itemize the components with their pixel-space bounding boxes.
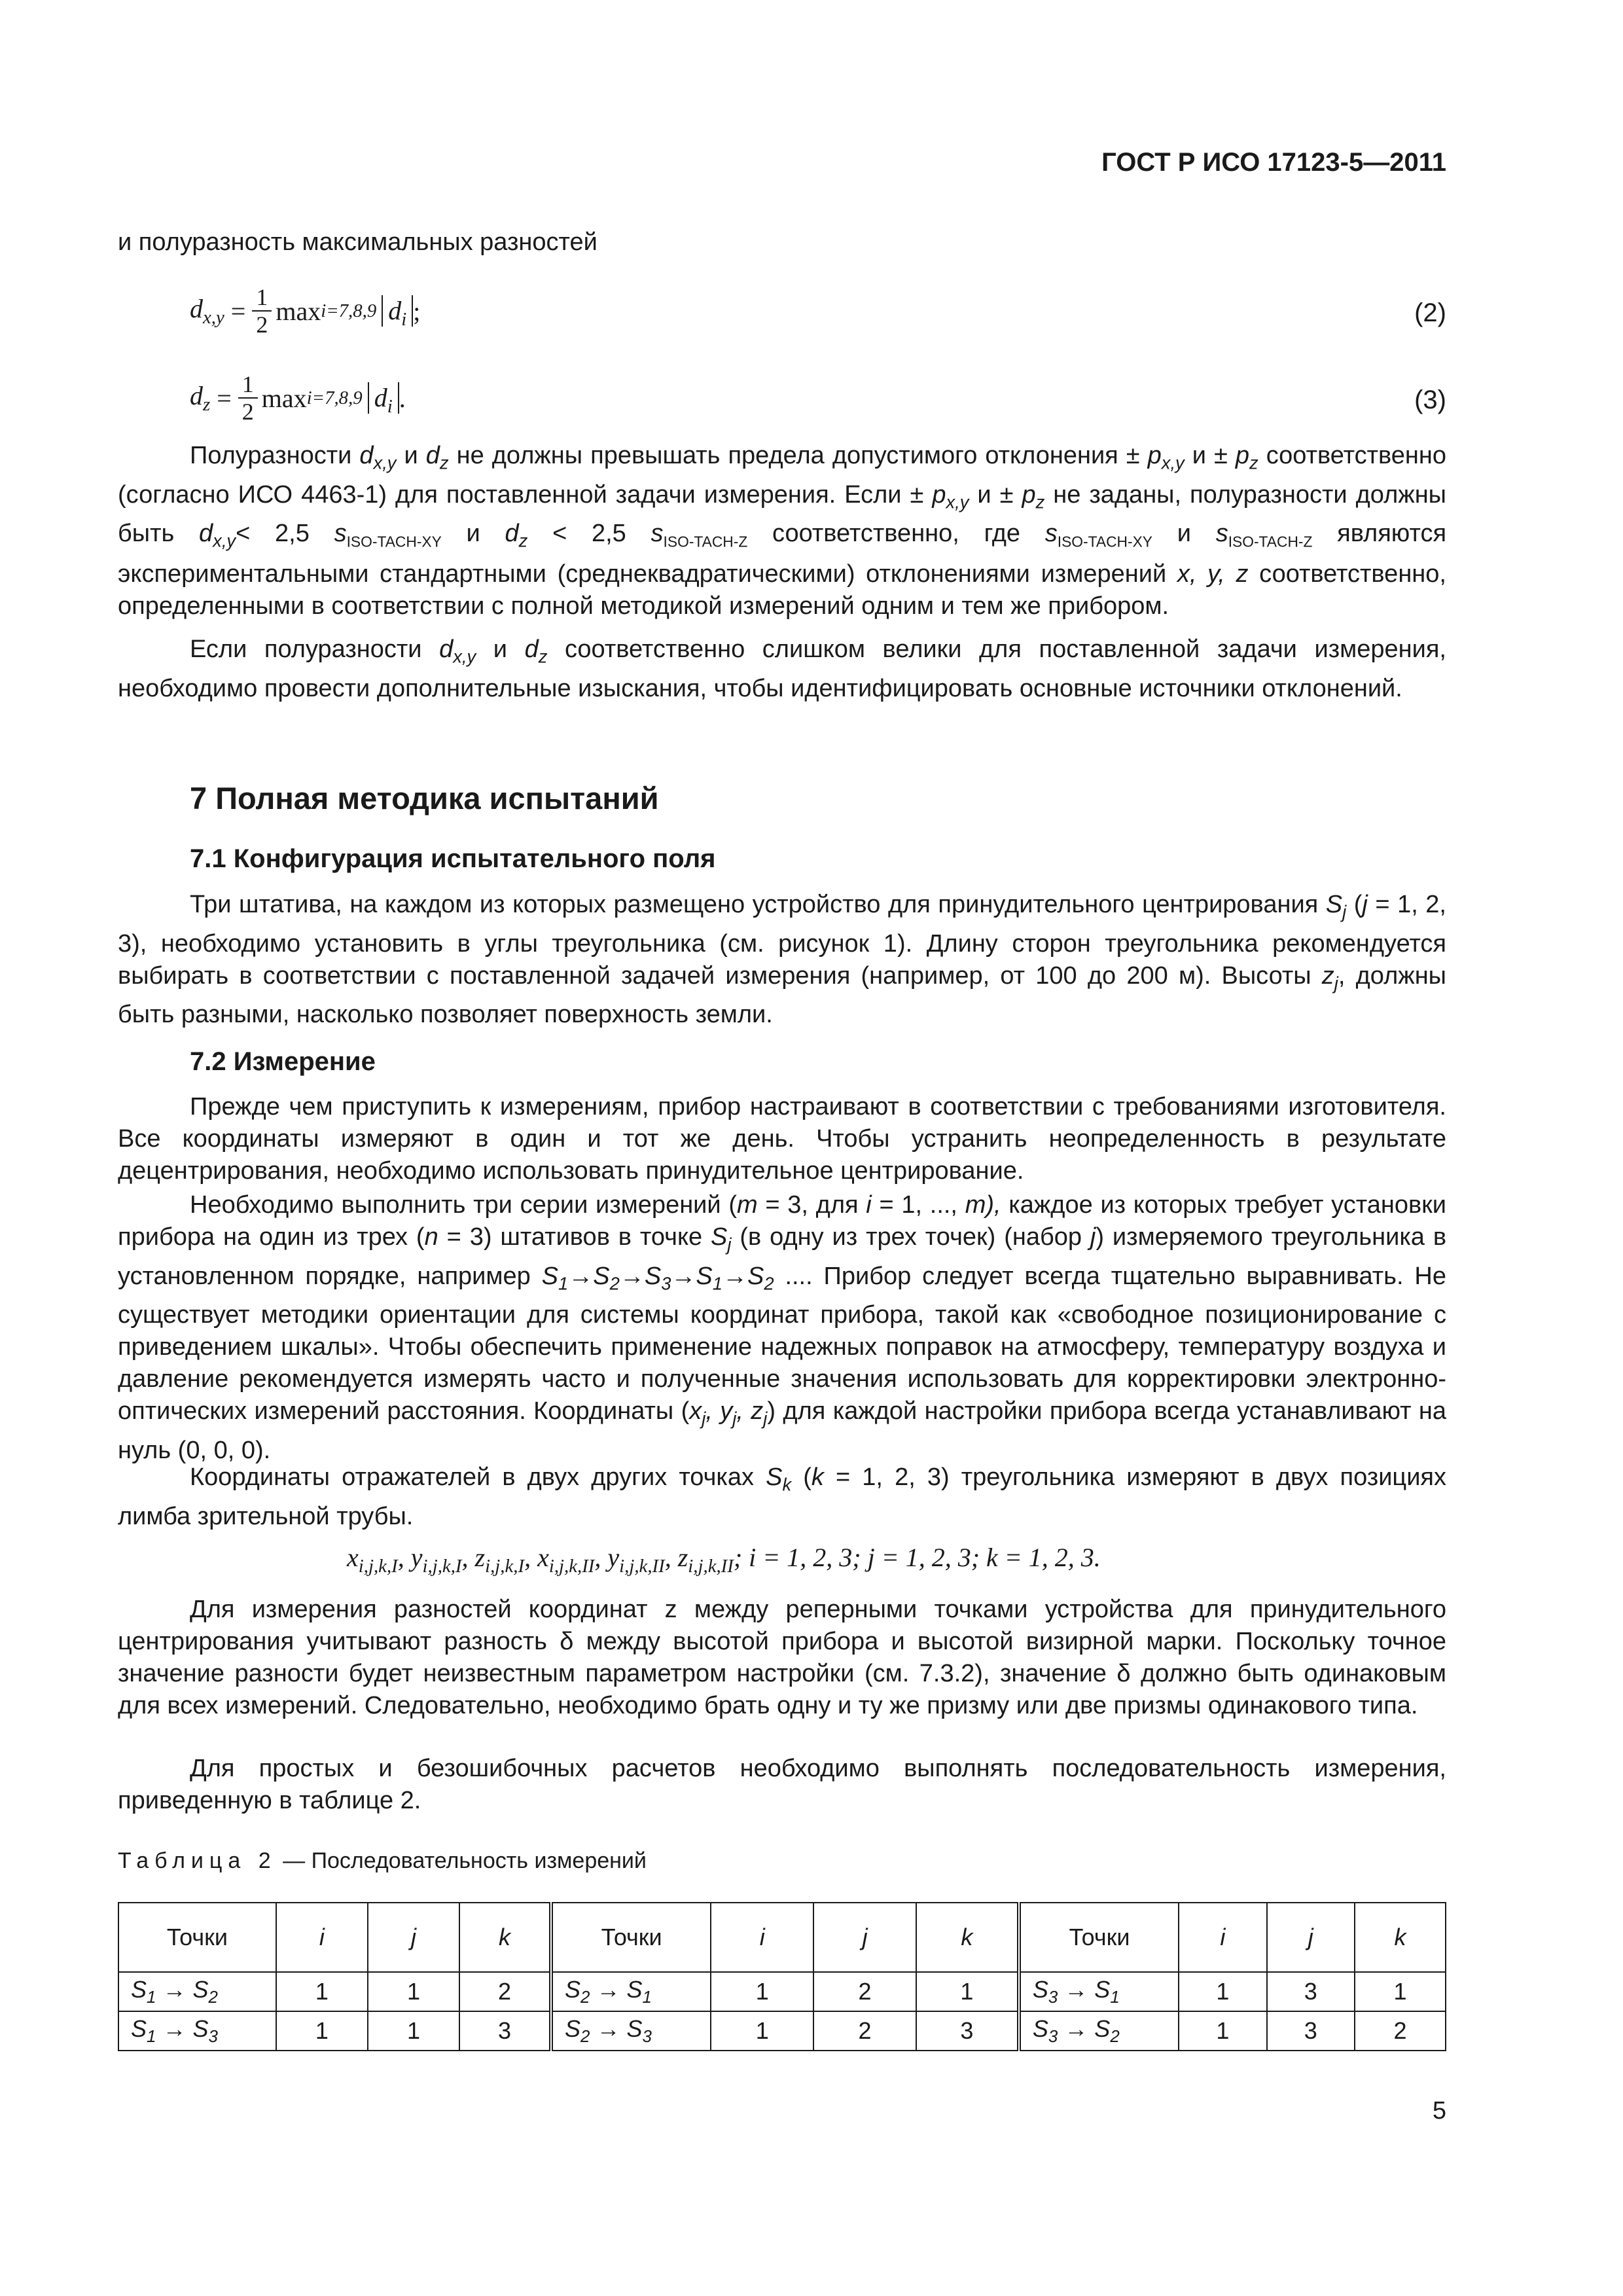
cell-k: 2: [1355, 2011, 1446, 2051]
header-k: k: [1355, 1903, 1446, 1972]
paragraph-delta: Для измерения разностей координат z между реперными точками устройства для принудительного центрирования учитывают разность δ между высотой прибора и высотой визирной марки. Поскольку точное значение разности будет неизвестным параметром настройки (см. 7.3.2), значение δ должно быть одинаковым для всех измерений. Следовательно, необходимо брать одну и ту же призму или две призмы одинакового типа.: [118, 1596, 1446, 1719]
paragraph-preparation: Прежде чем приступить к измерениям, прибор настраивают в соответствии с требованиями изготовителя. Все координаты измеряют в один и тот же день. Чтобы устранить неопределенность в результате децентрирования, необходимо использовать принудительное центрирование.: [118, 1093, 1446, 1185]
header-i: i: [711, 1903, 813, 1972]
paragraph-test-field: Три штатива, на каждом из которых размещено устройство для принудительного центрирования $S_j$ (j = 1, 2, 3), необходимо установить в углы треугольника (см. рисунок 1). Длину сторон треугольника рекомендуется выбирать в соответствии с поставленной задачей измерения (например, от 100 до 200 м). Высоты $z_j$, должны быть разными, насколько позволяет поверхность земли.: [118, 891, 1446, 1029]
cell-i: 1: [1179, 2011, 1266, 2051]
cell-i: 1: [1179, 1972, 1266, 2011]
section-7-1-heading: 7.1 Конфигурация испытательного поля: [190, 844, 716, 873]
header-j: j: [1267, 1903, 1355, 1972]
table-caption: Таблица 2 — Последовательность измерений: [118, 1848, 647, 1873]
points-cell: $S_1 \to S_3$: [118, 2011, 276, 2051]
header-j: j: [368, 1903, 459, 1972]
points-cell: $S_1 \to S_2$: [118, 1972, 276, 2011]
formula-3-lhs: $d_z$: [190, 381, 211, 415]
cell-i: 1: [276, 1972, 368, 2011]
formula-2-lhs: $d_{x,y}$: [190, 294, 224, 328]
cell-j: 3: [1267, 1972, 1355, 2011]
cell-k: 3: [459, 2011, 551, 2051]
table-header-row: [118, 1903, 1446, 1972]
equation-number-2: (2): [1414, 298, 1446, 327]
cell-j: 3: [1267, 2011, 1355, 2051]
section-7-2-heading: 7.2 Измерение: [190, 1047, 376, 1076]
header-k: k: [459, 1903, 551, 1972]
paragraph-tolerance: Полуразности $d_{x,y}$ и $d_z$ не должны превышать предела допустимого отклонения ± $p_{x,y}$ $и \pm p_z$ соответственно (согласно ИСО 4463-1) для поставленной задачи измерения. Если ± $p_{x,y}$ $и \pm p_z$ не заданы, полуразности должны быть $d_{x,y}< 2,5$ $s_{ISO-TACH-XY}$ и $d_z < 2,5$ $s_{ISO-TACH-Z}$ соответственно, где $s_{ISO-TACH-XY}$ и $s_{ISO-TACH-Z}$ являются экспериментальными стандартными (среднеквадратическими) отклонениями измерений x, y, z соответственно, определенными в соответствии с полной методикой измерений одним и тем же прибором.: [118, 442, 1447, 620]
cell-i: 1: [711, 1972, 813, 2011]
table-row: [118, 1972, 1446, 2011]
cell-j: 1: [368, 1972, 459, 2011]
table-row: [118, 2011, 1446, 2051]
cell-k: 2: [459, 1972, 551, 2011]
formula-2-abs: $d_i$: [382, 295, 413, 327]
cell-k: 1: [916, 1972, 1019, 2011]
cell-j: 1: [368, 2011, 459, 2051]
cell-k: 1: [1355, 1972, 1446, 2011]
header-points: Точки: [551, 1903, 711, 1972]
formula-2: $d_{x,y}$ = $\frac{1}{2}$ max i=7,8,9 $d_i$ ;: [190, 284, 421, 338]
page-header: ГОСТ Р ИСО 17123-5—2011: [1101, 148, 1446, 177]
points-cell: $S_2 \to S_1$: [551, 1972, 711, 2011]
intro-text: и полуразность максимальных разностей: [118, 228, 597, 256]
cell-k: 3: [916, 2011, 1019, 2051]
header-points: Точки: [1019, 1903, 1179, 1972]
points-cell: $S_2 \to S_3$: [551, 2011, 711, 2051]
header-points: Точки: [118, 1903, 276, 1972]
header-i: i: [276, 1903, 368, 1972]
points-cell: $S_3 \to S_2$: [1019, 2011, 1179, 2051]
coordinates-formula: $x_{i,j,k,I}$, $y_{i,j,k,I}$, $z_{i,j,k,I}$, $x_{i,j,k,II}$, $y_{i,j,k,II}$, $z_{i,j,k,II}$; i = 1, 2, 3; j = 1, 2, 3; k = 1, 2, 3.: [347, 1543, 1101, 1577]
cell-j: 2: [813, 1972, 916, 2011]
header-k: k: [916, 1903, 1019, 1972]
section-7-heading: 7 Полная методика испытаний: [190, 781, 659, 816]
cell-j: 2: [813, 2011, 916, 2051]
paragraph-large-deviation: Если полуразности $d_{x,y}$ и $d_z$ соответственно слишком велики для поставленной задачи измерения, необходимо провести дополнительные изыскания, чтобы идентифицировать основные источники отклонений.: [118, 636, 1446, 702]
formula-3-fraction: $\frac{1}{2}$: [238, 371, 258, 425]
points-cell: $S_3 \to S_1$: [1019, 1972, 1179, 2011]
equation-number-3: (3): [1414, 386, 1446, 414]
page-number: 5: [1432, 2097, 1446, 2125]
header-i: i: [1179, 1903, 1266, 1972]
formula-3-abs: $d_i$: [368, 382, 399, 414]
formula-3: $d_z$ = $\frac{1}{2}$ max i=7,8,9 $d_i$ .: [190, 371, 406, 425]
measurement-sequence-table: [118, 1902, 1446, 2051]
header-j: j: [813, 1903, 916, 1972]
cell-i: 1: [276, 2011, 368, 2051]
paragraph-series: Необходимо выполнить три серии измерений (m = 3, для i = 1, ..., m), каждое из которых требует установки прибора на один из трех (n = 3) штативов в точке $S_j$ (в одну из трех точек) (набор j) измеряемого треугольника в установленном порядке, например $S_1\to S_2\to S_3\to S_1\to S_2$ .... Прибор следует всегда тщательно выравнивать. Не существует методики ориентации для системы координат прибора, такой как «свободное позиционирование с приведением шкалы». Чтобы обеспечить применение надежных поправок на атмосферу, температуру воздуха и давление рекомендуется измерять часто и полученные значения использовать для корректировки электронно-оптических измерений расстояния. Координаты ($x_j$, $y_j$, $z_j$) для каждой настройки прибора всегда устанавливают на нуль (0, 0, 0).: [118, 1191, 1447, 1464]
paragraph-table-ref: Для простых и безошибочных расчетов необходимо выполнять последовательность измерения, приведенную в таблице 2.: [118, 1755, 1446, 1814]
paragraph-reflectors: Координаты отражателей в двух других точках $S_k$ (k = 1, 2, 3) треугольника измеряют в двух позициях лимба зрительной трубы.: [118, 1463, 1446, 1530]
cell-i: 1: [711, 2011, 813, 2051]
formula-2-fraction: $\frac{1}{2}$: [252, 284, 272, 338]
